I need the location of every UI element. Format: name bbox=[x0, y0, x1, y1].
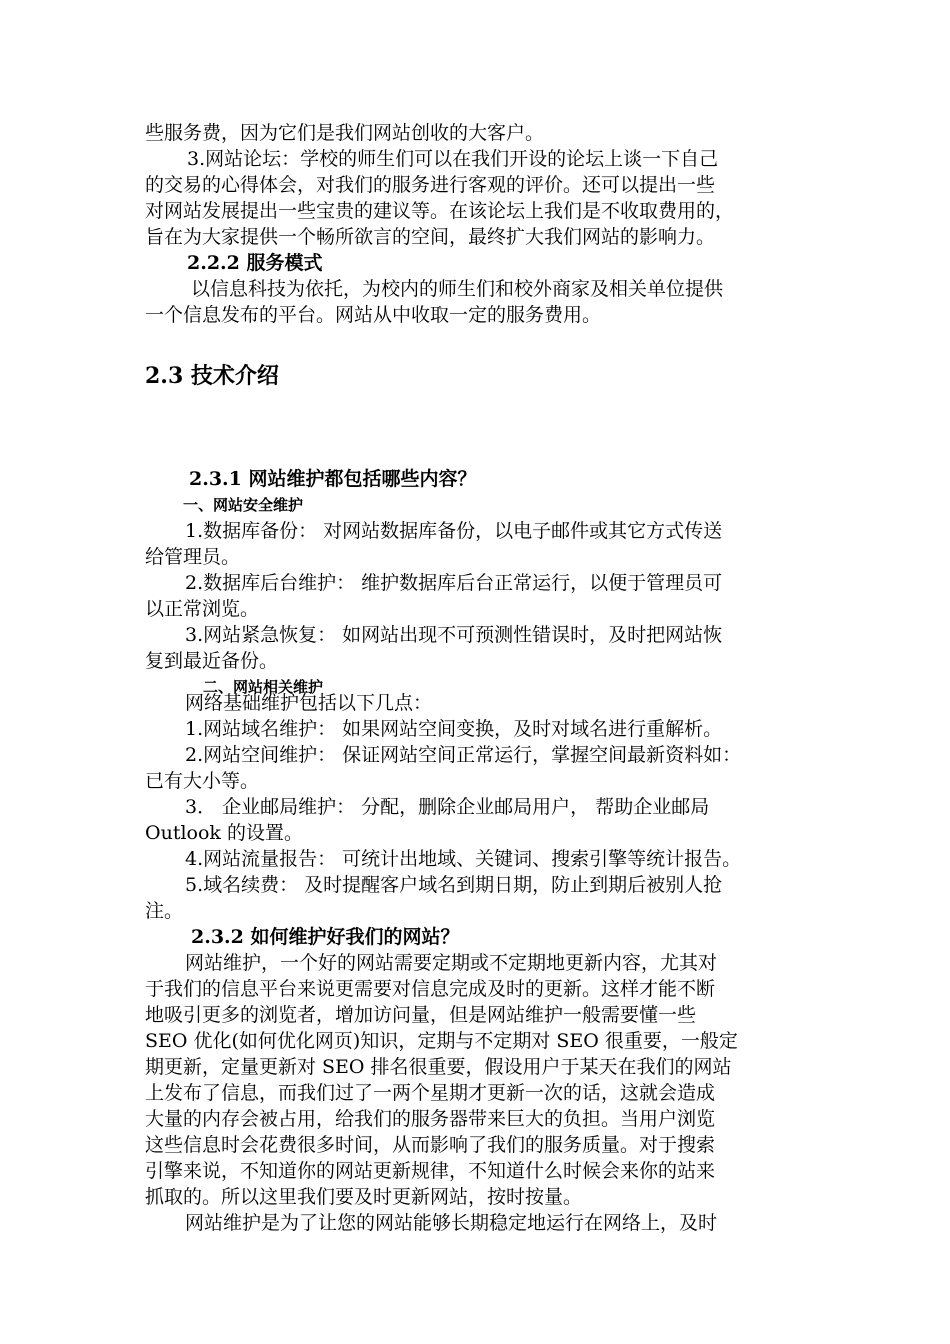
paragraph-line: 网站维护是为了让您的网站能够长期稳定地运行在网络上，及时 bbox=[185, 1212, 718, 1234]
section-heading: 2.3.2 如何维护好我们的网站？ bbox=[191, 926, 460, 948]
paragraph-line: 以正常浏览。 bbox=[145, 598, 260, 620]
paragraph-line: 对网站发展提出一些宝贵的建议等。在该论坛上我们是不收取费用的， bbox=[145, 200, 735, 222]
paragraph-line: 3． 企业邮局维护： 分配，删除企业邮局用户， 帮助企业邮局 bbox=[185, 796, 710, 818]
paragraph-line: 些服务费，因为它们是我们网站创收的大客户。 bbox=[145, 122, 545, 144]
subsection-heading: 二、网站相关维护 bbox=[203, 678, 324, 696]
paragraph-line: 复到最近备份。 bbox=[145, 650, 279, 672]
paragraph-line: 网站维护，一个好的网站需要定期或不定期地更新内容，尤其对 bbox=[185, 952, 718, 974]
paragraph-line: 引擎来说，不知道你的网站更新规律，不知道什么时候会来你的站来 bbox=[145, 1160, 716, 1182]
paragraph-line: 3.网站紧急恢复： 如网站出现不可预测性错误时，及时把网站恢 bbox=[185, 624, 723, 646]
paragraph-line: 这些信息时会花费很多时间，从而影响了我们的服务质量。对于搜索 bbox=[145, 1134, 716, 1156]
paragraph-line: 地吸引更多的浏览者，增加访问量，但是网站维护一般需要懂一些 bbox=[145, 1004, 697, 1026]
paragraph-line: 一个信息发布的平台。网站从中收取一定的服务费用。 bbox=[145, 304, 602, 326]
paragraph-line: SEO 优化(如何优化网页)知识，定期与不定期对 SEO 很重要，一般定 bbox=[145, 1030, 738, 1052]
paragraph-line: 注。 bbox=[145, 900, 184, 922]
paragraph-line: 期更新，定量更新对 SEO 排名很重要，假设用户于某天在我们的网站 bbox=[145, 1056, 732, 1078]
section-heading: 2.3.1 网站维护都包括哪些内容？ bbox=[189, 468, 477, 490]
paragraph-line: Outlook 的设置。 bbox=[145, 822, 303, 844]
paragraph-line: 大量的内存会被占用，给我们的服务器带来巨大的负担。当用户浏览 bbox=[145, 1108, 716, 1130]
paragraph-line: 以信息科技为依托，为校内的师生们和校外商家及相关单位提供 bbox=[191, 278, 724, 300]
paragraph-line: 抓取的。所以这里我们要及时更新网站，按时按量。 bbox=[145, 1186, 583, 1208]
paragraph-line: 2.数据库后台维护： 维护数据库后台正常运行，以便于管理员可 bbox=[185, 572, 723, 594]
chapter-heading: 2.3 技术介绍 bbox=[145, 363, 279, 389]
paragraph-line: 1.网站域名维护： 如果网站空间变换，及时对域名进行重解析。 bbox=[185, 718, 723, 740]
paragraph-line: 于我们的信息平台来说更需要对信息完成及时的更新。这样才能不断 bbox=[145, 978, 716, 1000]
section-heading: 2.2.2 服务模式 bbox=[187, 252, 323, 274]
subsection-heading: 一、网站安全维护 bbox=[183, 496, 304, 514]
paragraph-line: 4.网站流量报告： 可统计出地域、关键词、搜索引擎等统计报告。 bbox=[185, 848, 742, 870]
paragraph-line: 2.网站空间维护： 保证网站空间正常运行，掌握空间最新资料如： bbox=[185, 744, 742, 766]
paragraph-line: 1.数据库备份： 对网站数据库备份，以电子邮件或其它方式传送 bbox=[185, 520, 723, 542]
paragraph-line: 上发布了信息，而我们过了一两个星期才更新一次的话，这就会造成 bbox=[145, 1082, 716, 1104]
paragraph-line: 给管理员。 bbox=[145, 546, 241, 568]
paragraph-line: 网络基础维护包括以下几点： bbox=[185, 692, 433, 714]
paragraph-line: 3.网站论坛：学校的师生们可以在我们开设的论坛上谈一下自己 bbox=[187, 148, 719, 170]
paragraph-line: 旨在为大家提供一个畅所欲言的空间，最终扩大我们网站的影响力。 bbox=[145, 226, 716, 248]
paragraph-line: 已有大小等。 bbox=[145, 770, 260, 792]
paragraph-line: 的交易的心得体会，对我们的服务进行客观的评价。还可以提出一些 bbox=[145, 174, 716, 196]
paragraph-line: 5.域名续费： 及时提醒客户域名到期日期，防止到期后被别人抢 bbox=[185, 874, 723, 896]
